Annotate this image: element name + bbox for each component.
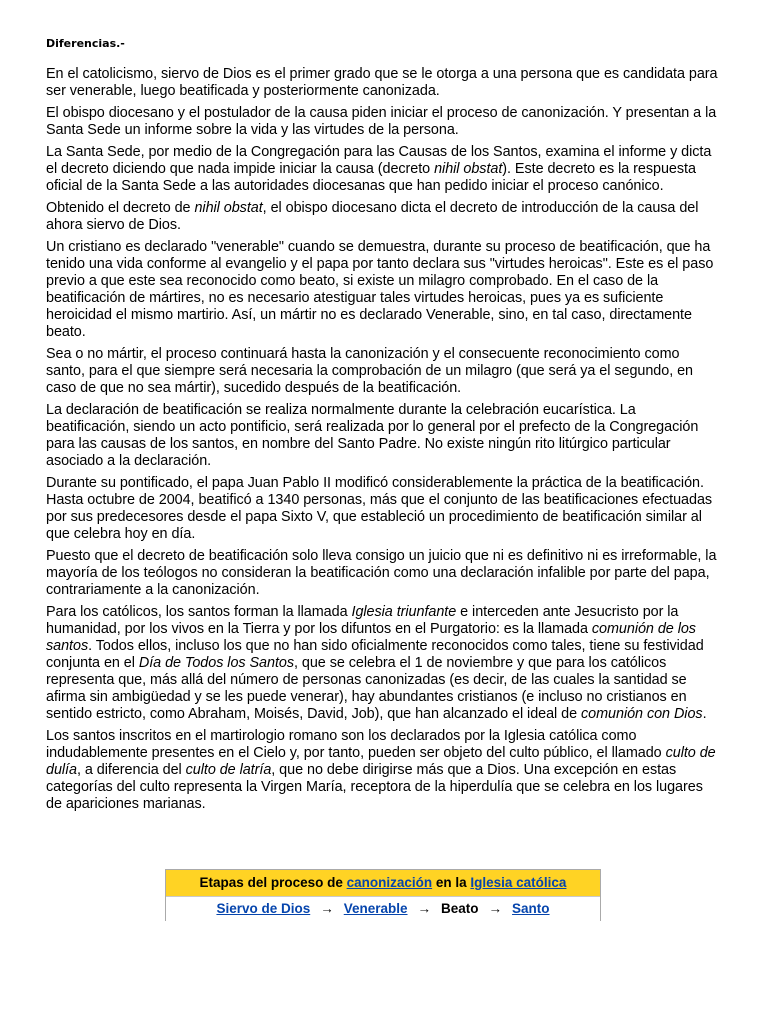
paragraph-3: La Santa Sede, por medio de la Congregación para las Causas de los Santos, examina el informe y dicta el decreto diciendo que nada impide iniciar la causa (decreto nihil obstat). Este decreto es la respuesta oficial de la Santa Sede a las autoridades diocesanas que han pedido iniciar el proceso canónico.	[46, 144, 712, 194]
santo-link[interactable]: Santo	[512, 901, 550, 916]
canonization-stages-navbox	[165, 869, 601, 921]
right-arrow-icon: →	[488, 901, 503, 916]
iglesia-catolica-link[interactable]: Iglesia católica	[470, 875, 567, 890]
right-arrow-icon: →	[320, 901, 334, 916]
term-nihil-obstat: nihil obstat	[194, 200, 263, 216]
paragraph-2: El obispo diocesano y el postulador de la causa piden iniciar el proceso de canonización. Y presentan a la Santa Sede un informe sobre la vida y las virtudes de la persona.	[46, 105, 717, 138]
paragraph-7: La declaración de beatificación se realiza normalmente durante la celebración eucarística. La beatificación, siendo un acto pontificio, será realizada por lo general por el prefecto de la Congregación para las causas de los santos, en nombre del Santo Padre. No existe ningún rito litúrgico particular asociado a la declaración.	[46, 402, 699, 469]
paragraph-4: Obtenido el decreto de nihil obstat, el obispo diocesano dicta el decreto de introducción de la causa del ahora siervo de Dios.	[46, 200, 699, 233]
navbox-title: Etapas del proceso de canonización en la Iglesia católica	[166, 870, 600, 897]
siervo-de-dios-link[interactable]: Siervo de Dios	[216, 901, 311, 916]
paragraph-11: Los santos inscritos en el martirologio romano son los declarados por la Iglesia católica como indudablemente presentes en el Cielo y, por tanto, pueden ser objeto del culto público, el llamado culto de dulía, a diferencia del culto de latría, que no debe dirigirse más que a Dios. Una excepción en estas categorías del culto representa la Virgen María, receptora de la hiperdulía que se celebra en los lugares de apariciones marianas.	[46, 728, 716, 812]
paragraph-6: Sea o no mártir, el proceso continuará hasta la canonización y el consecuente reconocimiento como santo, para el que siempre será necesaria la comprobación de un milagro (que será ya el segundo, en caso de que no sea mártir), sucedido después de la beatificación.	[46, 346, 694, 396]
paragraph-8: Durante su pontificado, el papa Juan Pablo II modificó considerablemente la práctica de la beatificación. Hasta octubre de 2004, beatificó a 1340 personas, más que el conjunto de las beatificaciones efectuadas por sus predecesores desde el papa Sixto V, que estableció un procedimiento de beatificación similar al que celebra hoy en día.	[46, 475, 713, 542]
document-body	[46, 66, 722, 818]
paragraph-1: En el catolicismo, siervo de Dios es el primer grado que se le otorga a una persona que es candidata para ser venerable, luego beatificada y posteriormente canonizada.	[46, 66, 718, 99]
canonizacion-link[interactable]: canonización	[346, 875, 433, 890]
beato-label: Beato	[441, 901, 479, 916]
right-arrow-icon: →	[417, 901, 432, 916]
paragraph-10: Para los católicos, los santos forman la llamada Iglesia triunfante e interceden ante Jesucristo por la humanidad, por los vivos en la Tierra y por los difuntos en el Purgatorio: es la llamada comunión de los santos. Todos ellos, incluso los que no han sido oficialmente reconocidos como tales, tiene su festividad conjunta en el Día de Todos los Santos, que se celebra el 1 de noviembre y que para los católicos representa que, más allá del número de personas canonizadas (es decir, de las cuales la santidad se afirma sin ambigüedad y se les puede venerar), hay abundantes cristianos (e incluso no cristianos en sentido estricto, como Abraham, Moisés, David, Job), que han alcanzado el ideal de comunión con Dios.	[46, 604, 707, 722]
section-heading: Diferencias.-	[46, 37, 125, 50]
term-nihil-obstat: nihil obstat	[434, 161, 503, 177]
venerable-link[interactable]: Venerable	[343, 901, 408, 916]
navbox-steps	[166, 897, 600, 921]
paragraph-5: Un cristiano es declarado "venerable" cuando se demuestra, durante su proceso de beatificación, que ha tenido una vida conforme al evangelio y el papa por tanto declara sus "virtudes heroicas". Este es el paso previo a que este sea reconocido como beato, si existe un milagro comprobado. En el caso de la beatificación de mártires, no es necesario atestiguar tales virtudes heroicas, pues ya es suficiente heroicidad el mismo martirio. Así, un mártir no es declarado Venerable, sino, en tal caso, directamente beato.	[46, 239, 714, 340]
paragraph-9: Puesto que el decreto de beatificación solo lleva consigo un juicio que ni es definitivo ni es irreformable, la mayoría de los teólogos no consideran la beatificación como una declaración infalible por parte del papa, contrariamente a la canonización.	[46, 548, 717, 598]
